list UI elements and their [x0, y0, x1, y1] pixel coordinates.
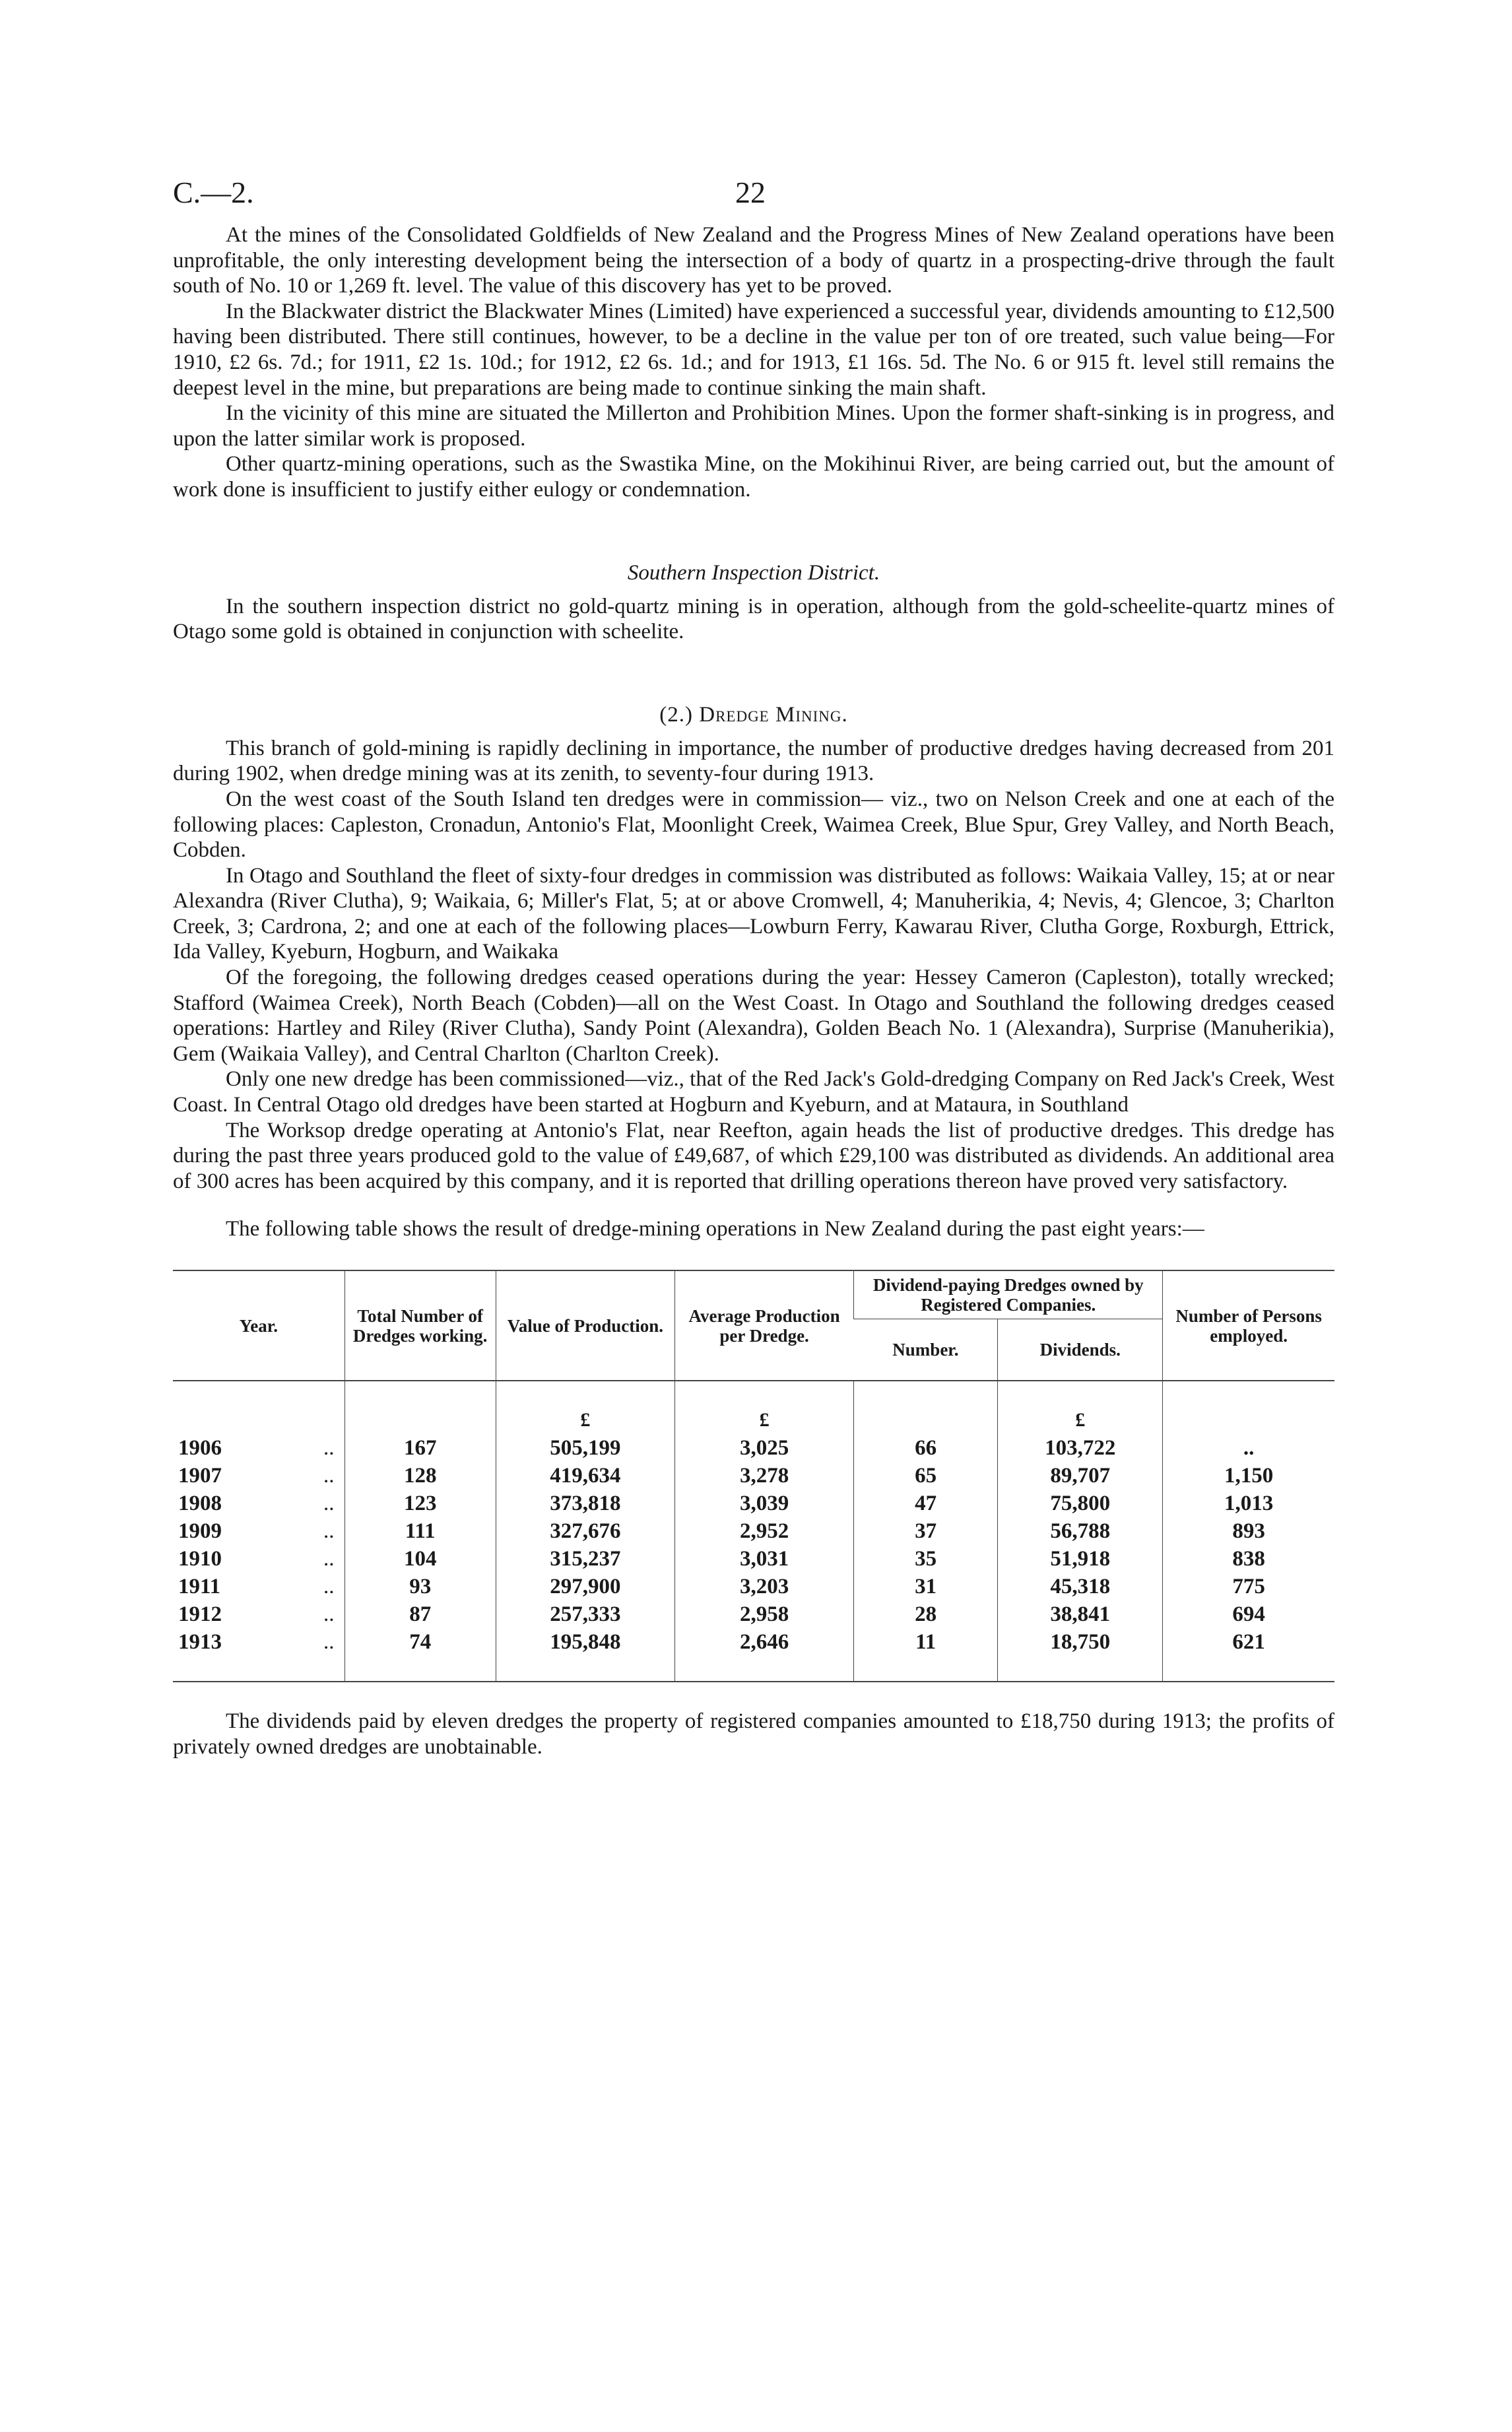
cell-number: 11: [854, 1628, 998, 1682]
cell-average: 3,278: [674, 1462, 853, 1490]
year-label: 1908: [178, 1492, 222, 1515]
table-row: [173, 1600, 1334, 1628]
cell-number: 37: [854, 1517, 998, 1545]
cell-average: 3,025: [674, 1434, 853, 1462]
year-label: 1907: [178, 1464, 222, 1488]
cell-dividends: 103,722: [998, 1434, 1163, 1462]
year-label: 1910: [178, 1547, 222, 1571]
cell-number: 65: [854, 1462, 998, 1490]
dredge-mining-table: [173, 1270, 1334, 1682]
cell-year: [173, 1462, 345, 1490]
paragraph-worksop: The Worksop dredge operating at Antonio's Flat, near Reefton, again heads the list of productive dredges. This dredge has during the past three years produced gold to the value of £49,687, of which £29,100 was distributed as dividends. An additional area of 300 acres has been acquired by this company, and it is reported that drilling operations thereon have proved very satisfactory.: [173, 1118, 1334, 1193]
table-row: [173, 1573, 1334, 1600]
cell-value: 373,818: [496, 1490, 674, 1517]
cell-persons: 838: [1163, 1545, 1334, 1573]
leader-dots: ..: [323, 1630, 335, 1654]
cell-year: [173, 1573, 345, 1600]
cell-average: 2,646: [674, 1628, 853, 1682]
leader-dots: ..: [323, 1436, 335, 1460]
cell-value: 257,333: [496, 1600, 674, 1628]
header-average-production: Average Production per Dredge.: [674, 1271, 853, 1381]
cell-persons: 775: [1163, 1573, 1334, 1600]
paragraph-dividends-summary: The dividends paid by eleven dredges the property of registered companies amounted to £18,750 during 1913; the profits of privately owned dredges are unobtainable.: [173, 1709, 1334, 1759]
cell-total: 167: [345, 1434, 496, 1462]
cell-value: 315,237: [496, 1545, 674, 1573]
year-label: 1911: [178, 1575, 221, 1598]
cell-number: 35: [854, 1545, 998, 1573]
cell-total: 111: [345, 1517, 496, 1545]
paragraph-progress-mines: At the mines of the Consolidated Goldfields of New Zealand and the Progress Mines of New Zealand operations have been unprofitable, the only interesting development being the intersection of a body of quartz in a prospecting-drive through the fault south of No. 10 or 1,269 ft. level. The value of this discovery has yet to be proved.: [173, 223, 1334, 298]
cell-number: 31: [854, 1573, 998, 1600]
cell-total: 74: [345, 1628, 496, 1682]
cell-value: 327,676: [496, 1517, 674, 1545]
paragraph-otago-southland: In Otago and Southland the fleet of sixty-four dredges in commission was distributed as follows: Waikaia Valley, 15; at or near Alexandra (River Clutha), 9; Waikaia, 6; Miller's Flat, 5; at or above Cromwell, 4; Manuherikia, 4; Nevis, 4; Glencoe, 3; Charlton Creek, 3; Cardrona, 2; and one at each of the following places—Lowburn Ferry, Kawarau River, Clutha Gorge, Roxburgh, Ettrick, Ida Valley, Kyeburn, Hogburn, and Waikaka: [173, 863, 1334, 964]
report-reference: C.—2.: [173, 176, 254, 209]
header-dividends: Dividends.: [998, 1319, 1163, 1381]
paragraph-ceased-operations: Of the foregoing, the following dredges ceased operations during the year: Hessey Cameron (Capleston), totally wrecked; Stafford (Waimea Creek), North Beach (Cobden)—all on the West Coast. In Otago and Southland the following dredges ceased operations: Hartley and Riley (River Clutha), Sandy Point (Alexandra), Golden Beach No. 1 (Alexandra), Surprise (Manuherikia), Gem (Waikaia Valley), and Central Charlton (Charlton Creek).: [173, 966, 1334, 1066]
leader-dots: ..: [323, 1464, 335, 1488]
cell-value: 419,634: [496, 1462, 674, 1490]
table-body: [173, 1434, 1334, 1682]
cell-value: 297,900: [496, 1573, 674, 1600]
cell-year: [173, 1434, 345, 1462]
page-header: [173, 168, 1334, 214]
cell-year: [173, 1628, 345, 1682]
paragraph-blackwater: In the Blackwater district the Blackwater Mines (Limited) have experienced a successful year, dividends amounting to £12,500 having been distributed. There still continues, however, to be a decline in the value per ton of ore treated, such value being—For 1910, £2 6s. 7d.; for 1911, £2 1s. 10d.; for 1912, £2 6s. 1d.; and for 1913, £1 16s. 5d. The No. 6 or 915 ft. level still remains the deepest level in the mine, but preparations are being made to continue sinking the main shaft.: [173, 299, 1334, 400]
header-total-dredges: Total Number of Dredges working.: [345, 1271, 496, 1381]
cell-average: 2,958: [674, 1600, 853, 1628]
unit-average: £: [674, 1381, 853, 1434]
cell-persons: 1,150: [1163, 1462, 1334, 1490]
dredge-mining-heading: (2.) Dredge Mining.: [659, 702, 848, 727]
cell-value: 505,199: [496, 1434, 674, 1462]
paragraph-millerton: In the vicinity of this mine are situated the Millerton and Prohibition Mines. Upon the former shaft-sinking is in progress, and upon the latter similar work is proposed.: [173, 401, 1334, 451]
table-row: [173, 1434, 1334, 1462]
table-row: [173, 1517, 1334, 1545]
cell-dividends: 51,918: [998, 1545, 1163, 1573]
cell-average: 2,952: [674, 1517, 853, 1545]
cell-total: 123: [345, 1490, 496, 1517]
cell-dividends: 18,750: [998, 1628, 1163, 1682]
year-label: 1909: [178, 1519, 222, 1543]
units-row: [173, 1381, 1334, 1434]
paragraph-dredge-decline: This branch of gold-mining is rapidly declining in importance, the number of productive dredges having decreased from 201 during 1902, when dredge mining was at its zenith, to seventy-four during 1913.: [173, 736, 1334, 786]
cell-persons: ..: [1163, 1434, 1334, 1462]
cell-year: [173, 1600, 345, 1628]
cell-persons: 621: [1163, 1628, 1334, 1682]
cell-persons: 694: [1163, 1600, 1334, 1628]
cell-total: 104: [345, 1545, 496, 1573]
cell-dividends: 45,318: [998, 1573, 1163, 1600]
cell-dividends: 89,707: [998, 1462, 1163, 1490]
page-number: 22: [735, 176, 766, 209]
header-number: Number.: [892, 1340, 959, 1360]
leader-dots: ..: [323, 1519, 335, 1543]
cell-value: 195,848: [496, 1628, 674, 1682]
leader-dots: ..: [323, 1575, 335, 1598]
cell-total: 128: [345, 1462, 496, 1490]
cell-year: [173, 1517, 345, 1545]
cell-number: 66: [854, 1434, 998, 1462]
leader-dots: ..: [323, 1547, 335, 1571]
cell-number: 28: [854, 1600, 998, 1628]
cell-number: 47: [854, 1490, 998, 1517]
cell-dividends: 75,800: [998, 1490, 1163, 1517]
cell-average: 3,203: [674, 1573, 853, 1600]
cell-dividends: 38,841: [998, 1600, 1163, 1628]
header-persons-employed: Number of Persons employed.: [1163, 1271, 1334, 1381]
table-row: [173, 1490, 1334, 1517]
year-label: 1913: [178, 1630, 222, 1654]
table-row: [173, 1628, 1334, 1682]
paragraph-southern-district: In the southern inspection district no gold-quartz mining is in operation, although from the gold-scheelite-quartz mines of Otago some gold is obtained in conjunction with scheelite.: [173, 594, 1334, 644]
paragraph-west-coast: On the west coast of the South Island ten dredges were in commission— viz., two on Nelson Creek and one at each of the following places: Capleston, Cronadun, Antonio's Flat, Moonlight Creek, Waimea Creek, Blue Spur, Grey Valley, and North Beach, Cobden.: [173, 787, 1334, 863]
cell-average: 3,039: [674, 1490, 853, 1517]
southern-district-heading: Southern Inspection District.: [627, 560, 880, 585]
cell-year: [173, 1490, 345, 1517]
leader-dots: ..: [323, 1492, 335, 1515]
cell-persons: 893: [1163, 1517, 1334, 1545]
table-row: [173, 1545, 1334, 1573]
header-dividend-group: Dividend-paying Dredges owned by Registered Companies.: [854, 1271, 1163, 1319]
paragraph-new-dredge: Only one new dredge has been commissioned—viz., that of the Red Jack's Gold-dredging Company on Red Jack's Creek, West Coast. In Central Otago old dredges have been started at Hogburn and Kyeburn, and at Mataura, in Southland: [173, 1067, 1334, 1117]
paragraph-swastika: Other quartz-mining operations, such as the Swastika Mine, on the Mokihinui River, are being carried out, but the amount of work done is insufficient to justify either eulogy or condemnation.: [173, 452, 1334, 502]
leader-dots: ..: [323, 1602, 335, 1626]
year-label: 1906: [178, 1436, 222, 1460]
unit-value: £: [496, 1381, 674, 1434]
paragraph-table-intro: The following table shows the result of dredge-mining operations in New Zealand during the past eight years:—: [226, 1217, 1204, 1241]
document-page: [173, 168, 1334, 1759]
cell-total: 93: [345, 1573, 496, 1600]
cell-persons: 1,013: [1163, 1490, 1334, 1517]
year-label: 1912: [178, 1602, 222, 1626]
table-row: [173, 1462, 1334, 1490]
header-value-production: Value of Production.: [496, 1271, 674, 1381]
cell-average: 3,031: [674, 1545, 853, 1573]
unit-dividends: £: [998, 1381, 1163, 1434]
cell-year: [173, 1545, 345, 1573]
cell-dividends: 56,788: [998, 1517, 1163, 1545]
header-year: Year.: [239, 1315, 278, 1336]
cell-total: 87: [345, 1600, 496, 1628]
